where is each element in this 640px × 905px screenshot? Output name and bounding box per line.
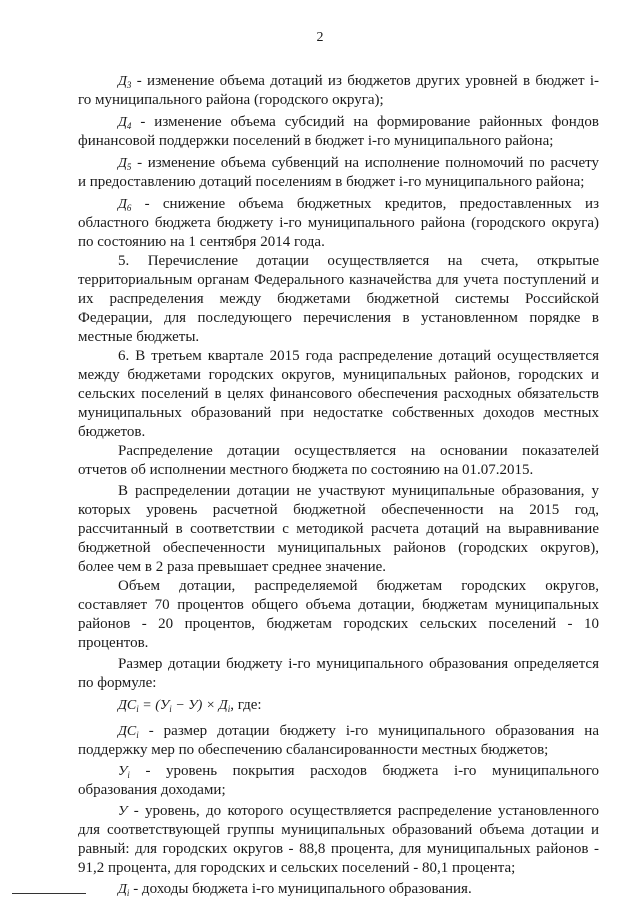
math-subscript: 5: [126, 162, 132, 172]
text-line: [78, 520, 599, 539]
formula-symbol: ДС: [118, 698, 137, 713]
line-text: районов - 20 процентов, бюджетам городских сельских поселений - 10: [78, 616, 599, 632]
text-line: [118, 655, 599, 674]
line-text: - изменение объема субвенций на исполнение полномочий по расчету: [131, 155, 599, 171]
text-line: [78, 674, 599, 693]
page-number: 2: [316, 30, 324, 45]
text-line: [78, 404, 599, 423]
text-line: [78, 328, 599, 347]
line-text: бюджетной обеспеченности муниципальных районов (городских округов),: [78, 540, 599, 556]
text-line: [78, 501, 599, 520]
line-text: для соответствующей группы муниципальных образований объема дотации и: [78, 822, 599, 838]
line-text: областного бюджета бюджету i-го муниципального района (городского округа): [78, 215, 599, 231]
math-subscript: 4: [126, 121, 132, 131]
formula-tail: , где:: [230, 697, 262, 713]
text-line: [118, 252, 599, 271]
line-text: поддержку мер по обеспечению сбалансированности местных бюджетов;: [78, 742, 549, 758]
line-text: по формуле:: [78, 675, 157, 691]
line-text: бюджетов.: [78, 424, 146, 440]
line-text: - изменение объема субсидий на формирование районных фондов: [131, 114, 599, 130]
text-line: [78, 781, 599, 800]
line-text: местные бюджеты.: [78, 329, 200, 345]
line-text: В распределении дотации не участвуют муниципальные образования, у: [118, 483, 599, 499]
text-line: [78, 539, 599, 558]
text-line: [78, 309, 599, 328]
math-subscript: i: [136, 730, 139, 740]
line-text: го муниципального района (городского округа);: [78, 92, 384, 108]
text-line: [78, 859, 599, 878]
text-line: [118, 347, 599, 366]
line-text: - изменение объема дотаций из бюджетов других уровней в бюджет i-: [131, 73, 599, 89]
line-text: 91,2 процента, для городских и сельских поселений - 80,1 процента;: [78, 860, 516, 876]
math-symbol: Д: [118, 197, 127, 212]
text-line: [78, 615, 599, 634]
text-line: [78, 385, 599, 404]
line-text: сельских поселений в целях финансового обеспечения расходных обязательств: [78, 386, 599, 402]
text-line: [78, 840, 599, 859]
math-symbol: У: [118, 764, 128, 779]
line-text: - уровень покрытия расходов бюджета i-го муниципального: [129, 763, 599, 779]
line-text: образования доходами;: [78, 782, 226, 798]
line-text: их распределения между бюджетами бюджетной системы Российской: [78, 291, 599, 307]
text-line: [78, 558, 599, 577]
footer-rule: [12, 893, 86, 894]
text-line: [78, 366, 599, 385]
text-line: [78, 821, 599, 840]
line-text: по состоянию на 1 сентября 2014 года.: [78, 234, 325, 250]
math-symbol: Д: [118, 156, 127, 171]
text-line: [118, 442, 599, 461]
text-line: [118, 577, 599, 596]
formula-subscript: i: [136, 704, 139, 714]
line-text: процентов.: [78, 635, 149, 651]
line-text: территориальным органам Федерального казначейства для учета поступлений и: [78, 272, 599, 288]
text-line: [78, 741, 599, 760]
text-line: [78, 214, 599, 233]
text-line: [118, 802, 599, 821]
line-text: отчетов об исполнении местного бюджета по состоянию на 01.07.2015.: [78, 462, 534, 478]
text-line: [118, 880, 599, 903]
text-line: [78, 423, 599, 442]
line-text: которых уровень расчетной бюджетной обеспеченности на 2015 год,: [78, 502, 599, 518]
math-subscript: i: [127, 770, 130, 780]
math-symbol: Д: [118, 115, 127, 130]
text-line: [118, 696, 599, 719]
line-text: между бюджетами городских округов, муниципальных районов, городских и: [78, 367, 599, 383]
line-text: Распределение дотации осуществляется на основании показателей: [118, 443, 599, 459]
line-text: 5. Перечисление дотации осуществляется на счета, открытые: [118, 253, 599, 269]
formula-subscript: i: [227, 704, 231, 714]
math-symbol: Д: [118, 74, 127, 89]
line-text: - снижение объема бюджетных кредитов, предоставленных из: [131, 196, 599, 212]
text-line: [78, 132, 599, 151]
line-text: муниципальных образований при недостатке собственных доходов местных: [78, 405, 599, 421]
text-line: [78, 233, 599, 252]
line-text: Объем дотации, распределяемой бюджетам городских округов,: [118, 578, 599, 594]
math-subscript: 3: [126, 80, 132, 90]
text-line: [78, 461, 599, 480]
text-line: [78, 271, 599, 290]
line-text: Федерации, для последующего перечисления в установленном порядке в: [78, 310, 599, 326]
math-subscript: 6: [126, 203, 132, 213]
line-text: финансовой поддержки поселений в бюджет i-го муниципального района;: [78, 133, 554, 149]
line-text: - размер дотации бюджету i-го муниципального образования на: [138, 723, 599, 739]
formula-symbol: = (У: [138, 698, 170, 713]
line-text: Размер дотации бюджету i-го муниципального образования определяется: [118, 656, 599, 672]
text-line: [78, 91, 599, 110]
formula-symbol: − У) × Д: [171, 698, 228, 713]
line-text: составляет 70 процентов общего объема дотации, бюджетам муниципальных: [78, 597, 599, 613]
math-symbol: ДС: [118, 724, 137, 739]
line-text: равный: для городских округов - 88,8 процента, для муниципальных районов -: [78, 841, 599, 857]
formula-subscript: i: [169, 704, 172, 714]
line-text: 6. В третьем квартале 2015 года распределение дотаций осуществляется: [118, 348, 599, 364]
line-text: более чем в 2 раза превышает среднее значение.: [78, 559, 387, 575]
line-text: - уровень, до которого осуществляется распределение установленного: [127, 803, 599, 819]
text-line: [78, 290, 599, 309]
line-text: рассчитанный в соответствии с методикой расчета дотаций на выравнивание: [78, 521, 599, 537]
text-line: [78, 173, 599, 192]
line-text: и предоставлению дотаций поселениям в бюджет i-го муниципального района;: [78, 174, 585, 190]
text-line: [78, 596, 599, 615]
math-symbol: Д: [118, 882, 127, 897]
text-line: [118, 482, 599, 501]
text-line: [78, 634, 599, 653]
line-text: - доходы бюджета i-го муниципального образования.: [129, 881, 472, 897]
math-subscript: i: [126, 888, 130, 898]
math-symbol: У: [118, 804, 128, 819]
